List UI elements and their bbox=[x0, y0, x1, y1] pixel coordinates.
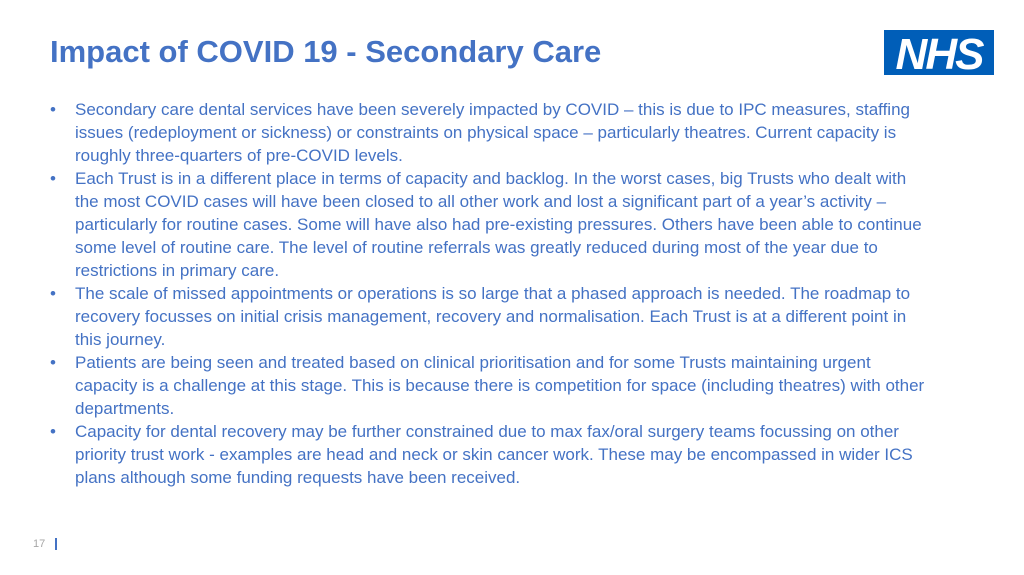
bullet-item: • Each Trust is in a different place in terms of capacity and backlog. In the worst cases, big Trusts who dealt with the most COVID cases will have been closed to all other work and lost a significant part of a year’s activity – particularly for routine cases. Some will have also had pre-existing pressures. Others have been able to continue some level of routine care. The level of routine referrals was greatly reduced during most of the year due to restrictions in primary care. bbox=[50, 167, 930, 282]
bullet-list bbox=[50, 98, 930, 489]
slide-title: Impact of COVID 19 - Secondary Care bbox=[50, 34, 602, 69]
footer-divider bbox=[55, 538, 57, 550]
bullet-item: • Patients are being seen and treated based on clinical prioritisation and for some Trusts maintaining urgent capacity is a challenge at this stage. This is because there is competition for space (including theatres) with other departments. bbox=[50, 351, 930, 420]
page-number: 17 bbox=[33, 538, 46, 550]
nhs-logo bbox=[884, 30, 994, 75]
nhs-logo-text: NHS bbox=[895, 30, 983, 75]
bullet-item: • Capacity for dental recovery may be further constrained due to max fax/oral surgery teams focussing on other priority trust work - examples are head and neck or skin cancer work. These may be encompassed in wider ICS plans although some funding requests have been received. bbox=[50, 420, 930, 489]
bullet-item: • Secondary care dental services have been severely impacted by COVID – this is due to IPC measures, staffing issues (redeployment or sickness) or constraints on physical space – particularly theatres. Current capacity is roughly three-quarters of pre-COVID levels. bbox=[50, 98, 930, 167]
bullet-item: • The scale of missed appointments or operations is so large that a phased approach is needed. The roadmap to recovery focusses on initial crisis management, recovery and normalisation. Each Trust is at a different point in this journey. bbox=[50, 282, 930, 351]
slide-footer bbox=[33, 538, 57, 550]
